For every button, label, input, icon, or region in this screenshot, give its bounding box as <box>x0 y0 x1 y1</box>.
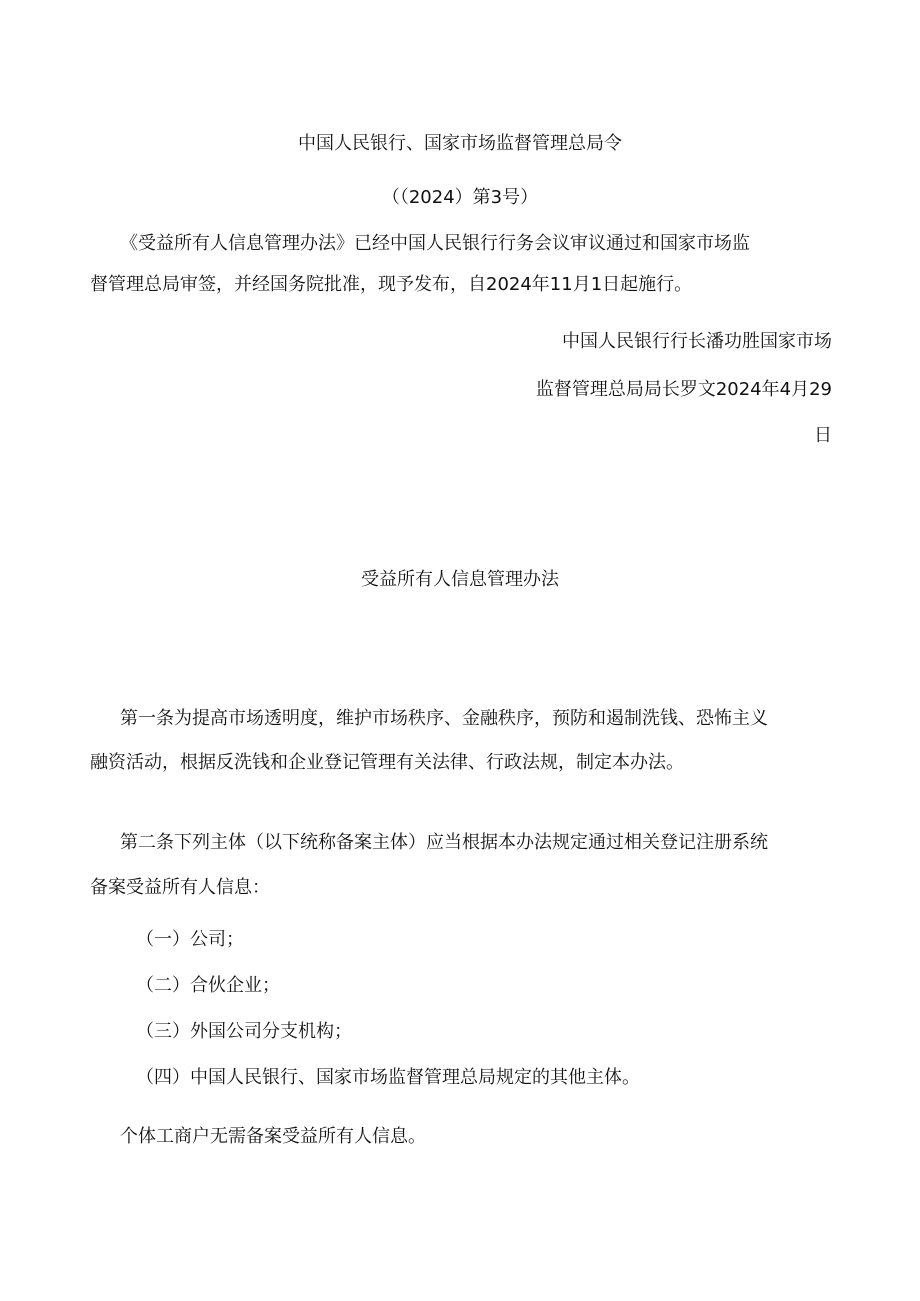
regulation-title: 受益所有人信息管理办法 <box>361 569 559 590</box>
signature-line-1: 中国人民银行行长潘功胜国家市场 <box>562 331 832 352</box>
article-2-line-1: 第二条下列主体（以下统称备案主体）应当根据本办法规定通过相关登记注册系统 <box>120 832 768 853</box>
order-number: （（2024）第3号） <box>381 187 539 208</box>
list-item: （三）外国公司分支机构； <box>136 1021 352 1042</box>
list-item: （二）合伙企业； <box>136 975 280 996</box>
exemption-note: 个体工商户无需备案受益所有人信息。 <box>120 1126 426 1147</box>
article-2-line-2: 备案受益所有人信息： <box>90 877 270 898</box>
article-1-line-2: 融资活动，根据反洗钱和企业登记管理有关法律、行政法规，制定本办法。 <box>90 752 684 773</box>
list-item: （四）中国人民银行、国家市场监督管理总局规定的其他主体。 <box>136 1067 640 1088</box>
list-item: （一）公司； <box>136 929 244 950</box>
order-body-line-2: 督管理总局审签，并经国务院批准，现予发布，自2024年11月1日起施行。 <box>90 274 693 295</box>
signature-line-3: 日 <box>814 425 832 446</box>
order-body-line-1: 《受益所有人信息管理办法》已经中国人民银行行务会议审议通过和国家市场监 <box>120 233 750 254</box>
signature-line-2: 监督管理总局局长罗文2024年4月29 <box>535 379 832 400</box>
article-1-line-1: 第一条为提高市场透明度，维护市场秩序、金融秩序，预防和遏制洗钱、恐怖主义 <box>120 708 768 729</box>
order-title: 中国人民银行、国家市场监督管理总局令 <box>298 133 622 154</box>
